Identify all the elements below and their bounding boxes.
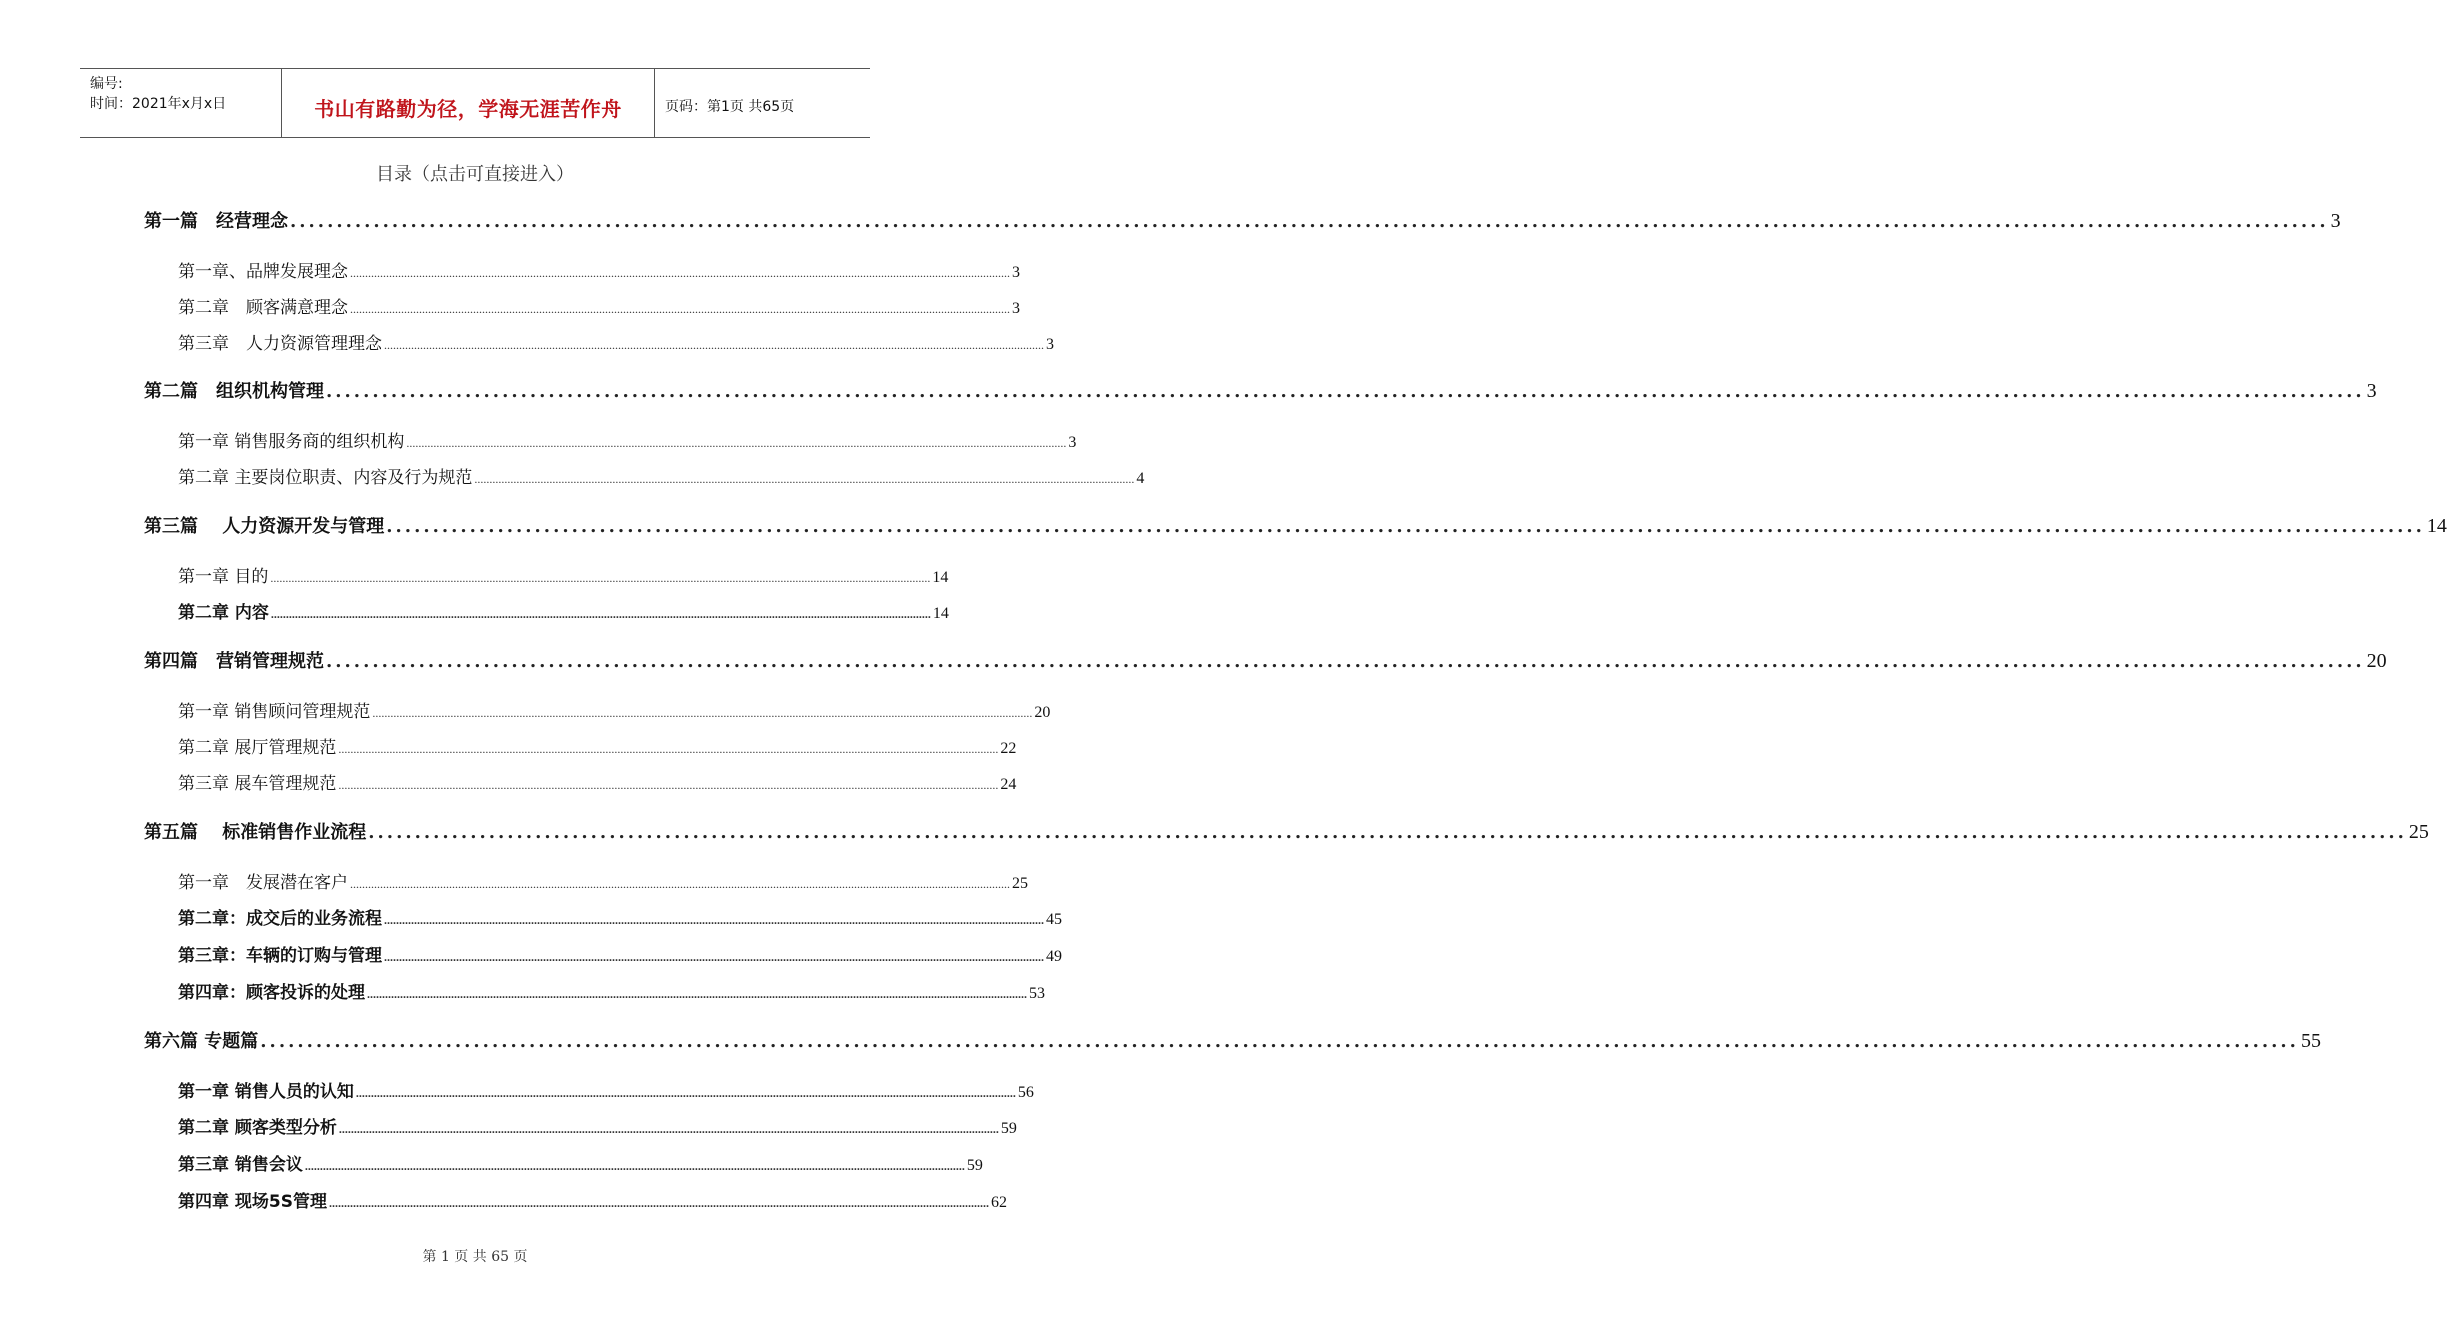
toc-entry-title: 第二章 顾客满意理念 — [178, 298, 348, 318]
toc-chapter[interactable] — [178, 257, 1020, 282]
toc-entry-page: 4 — [1136, 470, 1145, 487]
toc-entry-page: 56 — [1017, 1084, 1034, 1101]
toc-entry-page: 59 — [1000, 1120, 1017, 1137]
toc-part-6[interactable] — [144, 1027, 2321, 1053]
toc-entry-page: 20 — [1034, 704, 1051, 721]
toc-entry-title: 第三章 人力资源管理理念 — [178, 334, 382, 354]
leader-dots: ............................................................................................................................................................................................................................ — [372, 706, 1033, 720]
toc-entry-page: 3 — [1046, 336, 1054, 353]
leader-dots: ............................................................................................................................................................................................................................ — [384, 338, 1044, 352]
toc-entry-title: 第三章 销售会议 — [178, 1155, 303, 1175]
toc-chapter[interactable] — [178, 598, 949, 623]
leader-dots: ............................................................................................................................................................................................................................ — [304, 1159, 965, 1173]
toc-entry-page: 14 — [2426, 515, 2447, 537]
toc-entry-title: 第四章：顾客投诉的处理 — [178, 983, 365, 1003]
toc-chapter[interactable] — [178, 463, 1145, 488]
toc-entry-title: 第一章 销售服务商的组织机构 — [178, 432, 405, 452]
leader-dots: ............................................................................................................................................................................................................................ — [355, 1086, 1016, 1100]
toc-entry-page: 49 — [1046, 948, 1062, 965]
leader-dots: ............................................................................................................................................................................................................................ — [326, 651, 2365, 672]
toc-chapter[interactable] — [178, 562, 949, 587]
toc-chapter[interactable] — [178, 941, 1062, 966]
leader-dots: ............................................................................................................................................................................................................................ — [270, 571, 931, 585]
toc-entry-title: 第二章 展厅管理规范 — [178, 738, 337, 758]
header-table — [80, 68, 870, 138]
toc-entry-page: 3 — [2330, 210, 2341, 232]
number-label: 编号: — [90, 76, 123, 92]
toc-entry-page: 55 — [2300, 1030, 2321, 1052]
toc-chapter[interactable] — [178, 427, 1077, 452]
leader-dots: ............................................................................................................................................................................................................................ — [270, 607, 931, 621]
header-page-cell — [655, 69, 870, 137]
toc-entry-page: 25 — [1012, 875, 1028, 892]
toc-entry-title: 第五篇 标准销售作业流程 — [144, 822, 367, 843]
toc-part-3[interactable] — [144, 512, 2447, 538]
toc-entry-page: 3 — [1012, 300, 1020, 317]
toc-chapter[interactable] — [178, 697, 1051, 722]
toc-entry-page: 20 — [2366, 650, 2387, 672]
toc-entry-title: 第三章：车辆的订购与管理 — [178, 946, 382, 966]
toc-chapter[interactable] — [178, 1077, 1034, 1102]
toc-entry-title: 第二篇 组织机构管理 — [144, 381, 324, 402]
toc-entry-title: 第一章 发展潜在客户 — [178, 873, 348, 893]
header-motto-cell — [282, 69, 655, 137]
toc-part-4[interactable] — [144, 647, 2387, 673]
leader-dots: ............................................................................................................................................................................................................................ — [338, 778, 999, 792]
toc-entry-title: 第六篇 专题篇 — [144, 1031, 259, 1052]
toc-entry-title: 第一篇 经营理念 — [144, 211, 288, 232]
toc-chapter[interactable] — [178, 1187, 1007, 1212]
toc-chapter[interactable] — [178, 1113, 1017, 1138]
leader-dots: ............................................................................................................................................................................................................................ — [368, 822, 2407, 843]
toc-chapter[interactable] — [178, 904, 1062, 929]
motto: 书山有路勤为径，学海无涯苦作舟 — [314, 97, 622, 121]
toc-entry-page: 62 — [991, 1194, 1007, 1211]
toc-entry-page: 59 — [966, 1157, 983, 1174]
toc-entry-page: 14 — [932, 605, 949, 622]
toc-entry-title: 第二章：成交后的业务流程 — [178, 909, 382, 929]
toc-entry-page: 25 — [2408, 821, 2429, 843]
toc-chapter[interactable] — [178, 978, 1045, 1003]
toc-entry-page: 24 — [1000, 776, 1017, 793]
toc-chapter[interactable] — [178, 329, 1054, 354]
toc-chapter[interactable] — [178, 293, 1020, 318]
leader-dots: ............................................................................................................................................................................................................................ — [260, 1031, 2299, 1052]
toc-part-5[interactable] — [144, 818, 2429, 844]
leader-dots: ............................................................................................................................................................................................................................ — [384, 913, 1044, 927]
toc-entry-title: 第四章 现场5S管理 — [178, 1192, 327, 1212]
toc-title: 目录（点击可直接进入） — [376, 164, 574, 185]
header-info-cell — [80, 69, 282, 137]
leader-dots: ............................................................................................................................................................................................................................ — [326, 381, 2365, 402]
toc-entry-title: 第三篇 人力资源开发与管理 — [144, 516, 385, 537]
leader-dots: ............................................................................................................................................................................................................................ — [386, 516, 2425, 537]
leader-dots: ............................................................................................................................................................................................................................ — [367, 987, 1027, 1001]
toc-entry-page: 3 — [2366, 380, 2377, 402]
toc-entry-page: 14 — [932, 569, 949, 586]
leader-dots: ............................................................................................................................................................................................................................ — [338, 742, 999, 756]
leader-dots: ............................................................................................................................................................................................................................ — [474, 472, 1135, 486]
toc-entry-page: 3 — [1012, 264, 1020, 281]
toc-entry-title: 第三章 展车管理规范 — [178, 774, 337, 794]
toc-entry-title: 第一章 销售人员的认知 — [178, 1082, 354, 1102]
toc-entry-page: 22 — [1000, 740, 1017, 757]
leader-dots: ............................................................................................................................................................................................................................ — [384, 950, 1044, 964]
toc-chapter[interactable] — [178, 733, 1017, 758]
leader-dots: ............................................................................................................................................................................................................................ — [290, 211, 2329, 232]
leader-dots: ............................................................................................................................................................................................................................ — [350, 877, 1010, 891]
leader-dots: ............................................................................................................................................................................................................................ — [406, 436, 1067, 450]
toc-entry-title: 第一章、品牌发展理念 — [178, 262, 348, 282]
toc-entry-title: 第二章 内容 — [178, 603, 269, 623]
toc-part-1[interactable] — [144, 207, 2341, 233]
leader-dots: ............................................................................................................................................................................................................................ — [329, 1196, 989, 1210]
leader-dots: ............................................................................................................................................................................................................................ — [350, 266, 1010, 280]
toc-entry-title: 第一章 销售顾问管理规范 — [178, 702, 371, 722]
toc-chapter[interactable] — [178, 769, 1017, 794]
toc-chapter[interactable] — [178, 868, 1028, 893]
toc-chapter[interactable] — [178, 1150, 983, 1175]
toc-entry-page: 45 — [1046, 911, 1062, 928]
toc-part-2[interactable] — [144, 377, 2377, 403]
leader-dots: ............................................................................................................................................................................................................................ — [350, 302, 1010, 316]
page-info: 页码：第1页 共65页 — [665, 99, 795, 115]
page-footer: 第 1 页 共 65 页 — [422, 1249, 528, 1265]
time-label: 时间：2021年x月x日 — [90, 96, 227, 112]
toc-entry-title: 第二章 顾客类型分析 — [178, 1118, 337, 1138]
toc-entry-title: 第四篇 营销管理规范 — [144, 651, 324, 672]
toc-entry-page: 53 — [1029, 985, 1045, 1002]
leader-dots: ............................................................................................................................................................................................................................ — [338, 1122, 999, 1136]
toc-entry-title: 第二章 主要岗位职责、内容及行为规范 — [178, 468, 473, 488]
toc-entry-page: 3 — [1068, 434, 1077, 451]
toc-entry-title: 第一章 目的 — [178, 567, 269, 587]
